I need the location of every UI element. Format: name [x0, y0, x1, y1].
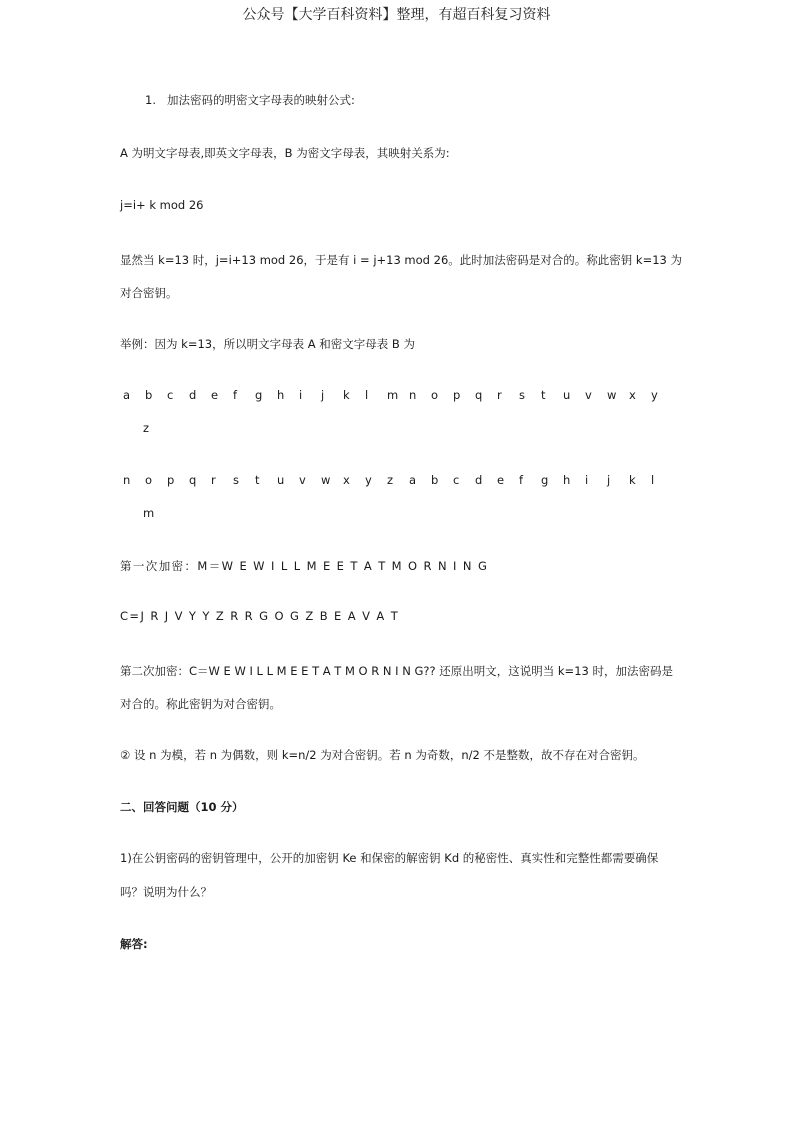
plaintext-alphabet-row — [120, 388, 680, 404]
plaintext-letter: b — [145, 388, 153, 402]
plaintext-letter: s — [519, 388, 525, 402]
ciphertext-letter: b — [431, 473, 439, 487]
involution-paragraph-line-2: 对合密钥。 — [120, 286, 178, 300]
page-header: 公众号【大学百科资料】整理，有超百科复习资料 — [242, 7, 551, 23]
item-1-text: 加法密码的明密文字母表的映射公式: — [167, 93, 355, 107]
ciphertext-letter: f — [519, 473, 524, 487]
plaintext-letter: q — [475, 388, 483, 402]
plaintext-letter: l — [365, 388, 369, 402]
ciphertext-letter: e — [497, 473, 505, 487]
plaintext-letter: h — [277, 388, 285, 402]
question-1-line-2: 吗？说明为什么？ — [120, 885, 212, 899]
ciphertext-letter: w — [321, 473, 331, 487]
ciphertext-letter: u — [277, 473, 285, 487]
plaintext-letter: r — [497, 388, 502, 402]
ciphertext-letter: l — [651, 473, 655, 487]
ciphertext-letter: q — [189, 473, 197, 487]
plaintext-alphabet-last-letter: z — [143, 421, 150, 435]
plaintext-letter: t — [541, 388, 546, 402]
ciphertext-alphabet-last-letter: m — [143, 506, 155, 520]
ciphertext-letter: h — [563, 473, 571, 487]
plaintext-letter: m — [387, 388, 399, 402]
modulus-paragraph: ② 设 n 为模，若 n 为偶数，则 k=n/2 为对合密钥。若 n 为奇数，n/2 不是整数，故不存在对合密钥。 — [120, 748, 645, 762]
ciphertext-result: C=J R J V Y Y Z R R G O G Z B E A V A T — [120, 609, 400, 623]
item-1 — [145, 92, 355, 108]
plaintext-letter: j — [321, 388, 325, 402]
plaintext-letter: x — [629, 388, 636, 402]
plaintext-letter: v — [585, 388, 592, 402]
plaintext-letter: e — [211, 388, 219, 402]
plaintext-letter: f — [233, 388, 238, 402]
ciphertext-letter: d — [475, 473, 483, 487]
ciphertext-letter: n — [123, 473, 131, 487]
first-encryption: 第一次加密：M＝W E W I L L M E E T A T M O R N I N G — [120, 559, 489, 573]
involution-paragraph-line-1: 显然当 k=13 时，j=i+13 mod 26，于是有 i = j+13 mod 26。此时加法密码是对合的。称此密钥 k=13 为 — [120, 253, 682, 267]
second-encryption-line-2: 对合的。称此密钥为对合密钥。 — [120, 697, 281, 711]
plaintext-letter: w — [607, 388, 617, 402]
ciphertext-letter: z — [387, 473, 394, 487]
example-intro: 举例：因为 k=13，所以明文字母表 A 和密文字母表 B 为 — [120, 337, 415, 351]
ciphertext-letter: i — [585, 473, 589, 487]
plaintext-letter: p — [453, 388, 461, 402]
mapping-formula: j=i+ k mod 26 — [120, 198, 204, 212]
ciphertext-letter: j — [607, 473, 611, 487]
plaintext-letter: k — [343, 388, 350, 402]
ciphertext-letter: v — [299, 473, 306, 487]
plaintext-letter: g — [255, 388, 263, 402]
section-2-heading: 二、回答问题（10 分） — [120, 800, 244, 814]
item-1-number: 1. — [145, 93, 156, 107]
ciphertext-letter: a — [409, 473, 417, 487]
ciphertext-letter: p — [167, 473, 175, 487]
ciphertext-letter: s — [233, 473, 239, 487]
plaintext-letter: a — [123, 388, 131, 402]
ciphertext-letter: c — [453, 473, 460, 487]
plaintext-letter: d — [189, 388, 197, 402]
plaintext-letter: u — [563, 388, 571, 402]
plaintext-letter: i — [299, 388, 303, 402]
plaintext-letter: n — [409, 388, 417, 402]
plaintext-letter: y — [651, 388, 658, 402]
answer-label: 解答: — [120, 937, 148, 951]
ciphertext-letter: t — [255, 473, 260, 487]
question-1-line-1: 1)在公钥密码的密钥管理中，公开的加密钥 Ke 和保密的解密钥 Kd 的秘密性、真实性和完整性都需要确保 — [120, 851, 659, 865]
plaintext-letter: c — [167, 388, 174, 402]
ciphertext-letter: x — [343, 473, 350, 487]
ciphertext-letter: y — [365, 473, 372, 487]
ciphertext-letter: r — [211, 473, 216, 487]
ciphertext-letter: o — [145, 473, 153, 487]
second-encryption-line-1: 第二次加密：C＝W E W I L L M E E T A T M O R N I N G?? 还原出明文，这说明当 k=13 时，加法密码是 — [120, 664, 673, 678]
ciphertext-letter: k — [629, 473, 636, 487]
plaintext-letter: o — [431, 388, 439, 402]
ciphertext-letter: g — [541, 473, 549, 487]
mapping-description: A 为明文字母表,即英文字母表，B 为密文字母表，其映射关系为: — [120, 146, 450, 160]
ciphertext-alphabet-row — [120, 473, 680, 489]
